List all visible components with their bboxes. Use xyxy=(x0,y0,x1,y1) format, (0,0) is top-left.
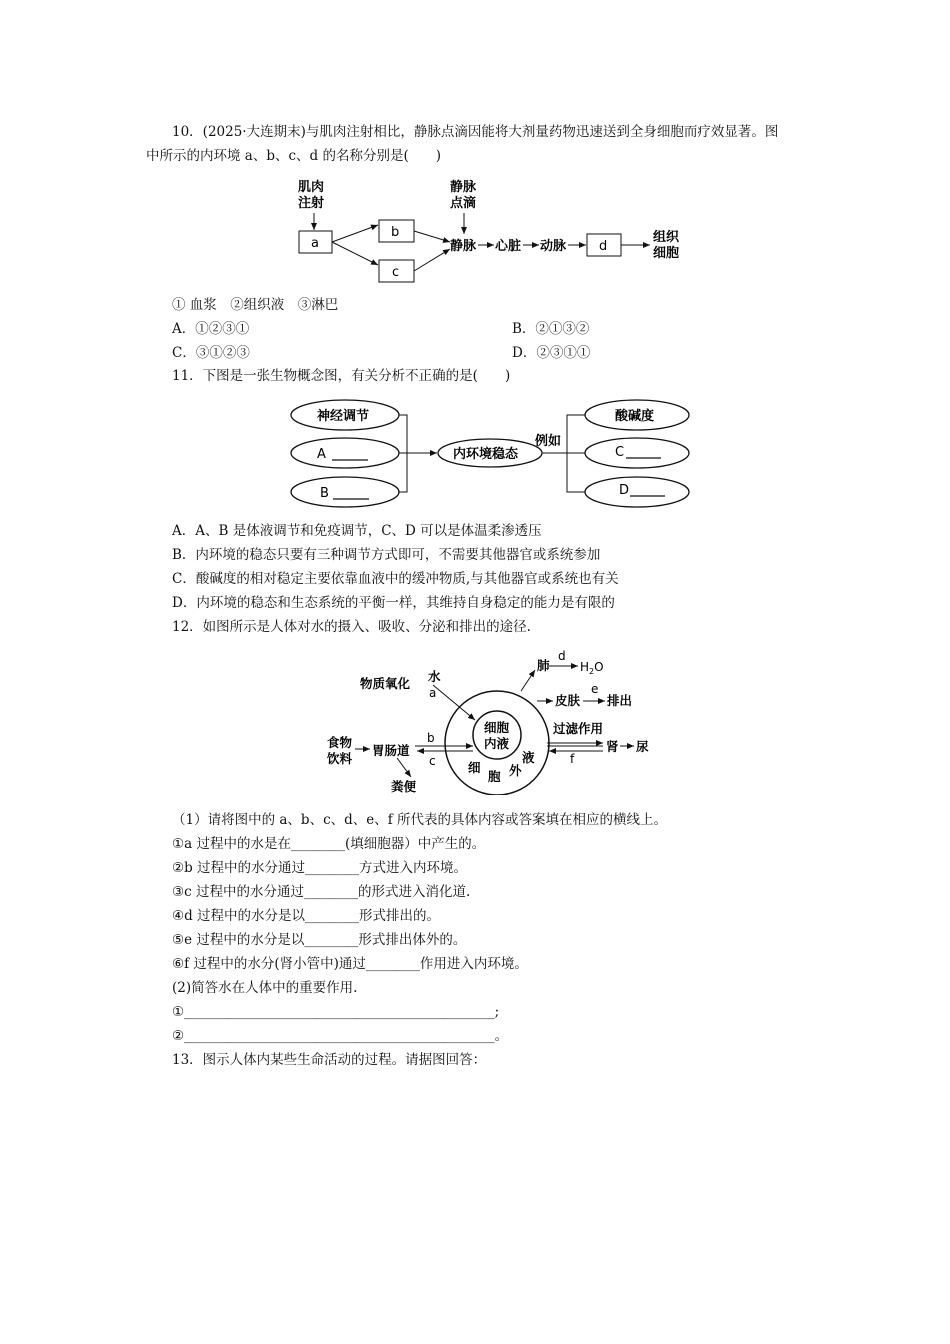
ecf-char-4: 液 xyxy=(522,750,535,765)
food-label-2: 饮料 xyxy=(327,751,353,766)
ph-label: 酸碱度 xyxy=(615,409,655,424)
excrete-label: 排出 xyxy=(607,693,633,708)
label-d: d xyxy=(558,649,566,663)
q12-item-1: ①a 过程中的水是在________(填细胞器）中产生的。 xyxy=(172,836,486,852)
neural-label: 神经调节 xyxy=(317,409,370,424)
food-label-1: 食物 xyxy=(327,735,353,750)
muscle-injection-label-2: 注射 xyxy=(298,196,325,211)
q11-option-a[interactable]: A．A、B 是体液调节和免疫调节，C、D 可以是体温柔渗透压 xyxy=(172,523,542,539)
q12-answer-line-1: ①______________________________________________; xyxy=(172,1004,500,1020)
q12-item-3: ③c 过程中的水分通过________的形式进入消化道. xyxy=(172,884,471,900)
vein-label: 静脉 xyxy=(450,239,477,254)
q11-stem: 11．下图是一张生物概念图，有关分析不正确的是( ) xyxy=(172,368,511,384)
q10-option-b[interactable]: B．②①③② xyxy=(512,321,590,337)
box-b-label: b xyxy=(391,225,400,240)
q12-item-6: ⑥f 过程中的水分(肾小管中)通过________作用进入内环境。 xyxy=(172,956,528,972)
ecf-char-3: 外 xyxy=(509,763,522,778)
center-label: 内环境稳态 xyxy=(453,447,519,462)
label-b: b xyxy=(427,731,435,745)
filtration-label: 过滤作用 xyxy=(553,721,604,736)
artery-label: 动脉 xyxy=(540,239,567,254)
oval-c xyxy=(585,438,689,468)
q12-answer-line-2: ②______________________________________________。 xyxy=(172,1028,509,1044)
lung-label: 肺 xyxy=(537,658,550,673)
label-f: f xyxy=(570,752,575,766)
arrow-c-vein xyxy=(414,249,450,271)
tissue-cells-label-2: 细胞 xyxy=(653,246,680,261)
urine-label: 尿 xyxy=(636,739,649,754)
q13-stem: 13．图示人体内某些生命活动的过程。请据图回答： xyxy=(172,1052,487,1068)
q11-option-d[interactable]: D．内环境的稳态和生态系统的平衡一样，其维持自身稳定的能力是有限的 xyxy=(172,595,615,611)
q12-item-4: ④d 过程中的水分是以________形式排出的。 xyxy=(172,908,441,924)
example-label: 例如 xyxy=(535,434,562,449)
arrow-gut-feces xyxy=(397,758,411,777)
inner-circle-icf xyxy=(473,711,521,759)
feces-label: 粪便 xyxy=(391,779,417,794)
a-label: A xyxy=(317,447,326,462)
oval-d xyxy=(585,477,689,507)
q10-option-c[interactable]: C．③①②③ xyxy=(172,345,250,361)
tissue-cells-label-1: 组织 xyxy=(653,230,680,245)
icf-label-1: 细胞 xyxy=(484,720,510,735)
q12-item-5: ⑤e 过程中的水分是以________形式排出体外的。 xyxy=(172,932,467,948)
h2o-label: $H_2O$ xyxy=(580,660,604,676)
muscle-injection-label-1: 肌肉 xyxy=(298,180,325,195)
q11-concept-map xyxy=(285,395,695,513)
ecf-char-1: 细 xyxy=(468,760,481,775)
box-a-label: a xyxy=(311,236,319,251)
iv-drip-label-1: 静脉 xyxy=(450,180,477,195)
q11-option-b[interactable]: B．内环境的稳态只要有三种调节方式即可，不需要其他器官或系统参加 xyxy=(172,547,601,563)
b-label: B xyxy=(320,486,329,501)
iv-drip-label-2: 点滴 xyxy=(450,196,477,211)
icf-label-2: 内液 xyxy=(484,736,510,751)
q10-diagram xyxy=(290,172,690,287)
arrow-a-c xyxy=(332,242,378,265)
label-a: a xyxy=(429,686,437,700)
skin-label: 皮肤 xyxy=(555,693,581,708)
label-c: c xyxy=(429,754,436,768)
q12-stem: 12．如图所示是人体对水的摄入、吸收、分泌和排出的途径. xyxy=(172,619,531,635)
q12-part1-instruction: （1）请将图中的 a、b、c、d、e、f 所代表的具体内容或答案填在相应的横线上。 xyxy=(172,812,668,828)
heart-label: 心脏 xyxy=(495,239,522,254)
oxidation-label: 物质氧化 xyxy=(360,676,411,691)
gut-label: 胃肠道 xyxy=(372,743,410,758)
q10-legend: ① 血浆 ②组织液 ③淋巴 xyxy=(172,297,339,313)
d-label: D xyxy=(619,483,630,498)
box-c-label: c xyxy=(392,265,400,280)
q11-option-c[interactable]: C．酸碱度的相对稳定主要依靠血液中的缓冲物质,与其他器官或系统也有关 xyxy=(172,571,619,587)
kidney-label: 肾 xyxy=(606,739,619,754)
water-label: 水 xyxy=(428,669,441,684)
label-e: e xyxy=(591,682,599,696)
q10-option-d[interactable]: D．②③①① xyxy=(512,345,591,361)
ecf-char-2: 胞 xyxy=(488,769,501,784)
q12-part2-instruction: (2)简答水在人体中的重要作用. xyxy=(172,980,358,996)
box-d-label: d xyxy=(599,239,608,254)
q10-option-a[interactable]: A．①②③① xyxy=(172,321,250,337)
oval-a xyxy=(291,438,399,468)
c-label: C xyxy=(615,445,625,460)
q10-stem-line1: 10．(2025·大连期末)与肌肉注射相比，静脉点滴因能将大剂量药物迅速送到全身细胞而疗效显著。图 xyxy=(172,124,779,140)
q12-water-diagram xyxy=(325,645,665,795)
arrow-lung xyxy=(521,670,535,691)
arrow-b-vein xyxy=(414,231,450,242)
arrow-a-b xyxy=(332,225,378,242)
q12-item-2: ②b 过程中的水分通过________方式进入内环境。 xyxy=(172,860,468,876)
q10-stem-line2: 中所示的内环境 a、b、c、d 的名称分别是( ) xyxy=(146,148,442,164)
oval-b xyxy=(291,477,399,507)
